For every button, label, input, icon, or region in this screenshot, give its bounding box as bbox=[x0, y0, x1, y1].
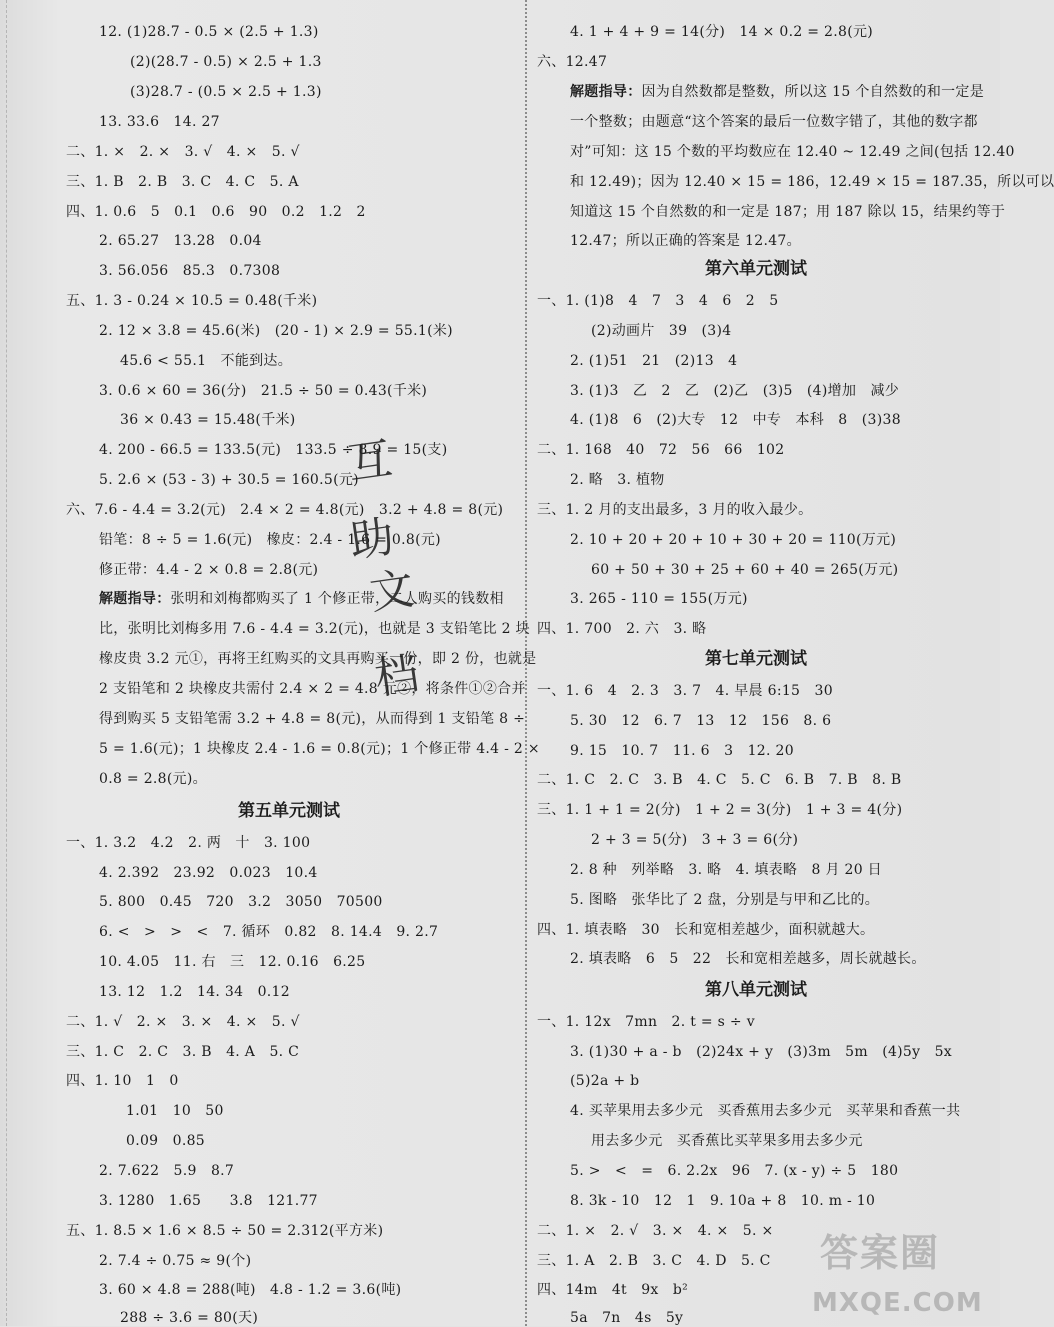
answer-line: 4. 200 - 66.5 = 133.5(元) 133.5 ÷ 8.9 = 15(支) bbox=[99, 442, 448, 458]
answer-line: 一、1. 12x 7mn 2. t = s ÷ v bbox=[537, 1014, 755, 1030]
answer-line: 3. 1280 1.65 3.8 121.77 bbox=[99, 1193, 318, 1209]
guide-line: 对”可知：这 15 个数的平均数应在 12.40 ~ 12.49 之间(包括 12.40 bbox=[570, 144, 1015, 160]
answer-line: 9. 15 10. 7 11. 6 3 12. 20 bbox=[570, 743, 794, 759]
answer-line: 三、1. C 2. C 3. B 4. A 5. C bbox=[66, 1044, 300, 1060]
answer-line: (2)动画片 39 (3)4 bbox=[591, 323, 732, 339]
answer-line: 2. 7.622 5.9 8.7 bbox=[99, 1163, 235, 1179]
answer-line: 60 + 50 + 30 + 25 + 60 + 40 = 265(万元) bbox=[591, 562, 899, 578]
answer-line: 四、1. 0.6 5 0.1 0.6 90 0.2 1.2 2 bbox=[66, 204, 366, 220]
handwritten-char: 档 bbox=[371, 648, 423, 705]
answer-line: 2. 12 × 3.8 = 45.6(米) (20 - 1) × 2.9 = 55.1(米) bbox=[99, 323, 453, 339]
guide-label: 解题指导： bbox=[99, 591, 171, 607]
guide-line: 知道这 15 个自然数的和一定是 187；用 187 除以 15，结果约等于 bbox=[570, 204, 1006, 220]
answer-line: 5. 2.6 × (53 - 3) + 30.5 = 160.5(元) bbox=[99, 472, 359, 488]
answer-line: 2 + 3 = 5(分) 3 + 3 = 6(分) bbox=[591, 832, 799, 848]
answer-line: 四、1. 10 1 0 bbox=[66, 1073, 179, 1089]
answer-line: 0.09 0.85 bbox=[126, 1133, 205, 1149]
answer-line: 三、1. B 2. B 3. C 4. C 5. A bbox=[66, 174, 299, 190]
answer-line: 1.01 10 50 bbox=[126, 1103, 224, 1119]
answer-line: 4. (1)8 6 (2)大专 12 中专 本科 8 (3)38 bbox=[570, 412, 901, 428]
answer-line: 13. 12 1.2 14. 34 0.12 bbox=[99, 984, 290, 1000]
answer-line: 3. 0.6 × 60 = 36(分) 21.5 ÷ 50 = 0.43(千米) bbox=[99, 383, 428, 399]
answer-line: 四、1. 700 2. 六 3. 略 bbox=[537, 621, 707, 637]
answer-line: 用去多少元 买香蕉比买苹果多用去多少元 bbox=[591, 1133, 863, 1149]
answer-line: 三、1. 1 + 1 = 2(分) 1 + 2 = 3(分) 1 + 3 = 4(分) bbox=[537, 802, 903, 818]
answer-line: 5. 图略 张华比了 2 盘，分别是与甲和乙比的。 bbox=[570, 892, 880, 908]
watermark-url: MXQE.COM bbox=[812, 1288, 983, 1318]
answer-line: 2. 65.27 13.28 0.04 bbox=[99, 233, 262, 249]
handwritten-char: 助 bbox=[346, 511, 398, 568]
answer-line: 六、7.6 - 4.4 = 3.2(元) 2.4 × 2 = 4.8(元) 3.2 + 4.8 = 8(元) bbox=[66, 502, 504, 518]
answer-line: 3. 56.056 85.3 0.7308 bbox=[99, 263, 281, 279]
guide-line: 0.8 = 2.8(元)。 bbox=[99, 771, 207, 787]
answer-line: 铅笔：8 ÷ 5 = 1.6(元) 橡皮：2.4 - 1.6 = 0.8(元) bbox=[99, 532, 441, 548]
answer-line: 4. 2.392 23.92 0.023 10.4 bbox=[99, 865, 318, 881]
answer-line: 四、14m 4t 9x b² bbox=[537, 1282, 689, 1298]
answer-line: 5. 30 12 6. 7 13 12 156 8. 6 bbox=[570, 713, 832, 729]
answer-line: 三、1. A 2. B 3. C 4. D 5. C bbox=[537, 1253, 771, 1269]
answer-line: 二、1. × 2. × 3. √ 4. × 5. √ bbox=[66, 144, 300, 160]
handwritten-char: 文 bbox=[366, 563, 418, 620]
answer-line: 五、1. 3 - 0.24 × 10.5 = 0.48(千米) bbox=[66, 293, 318, 309]
answer-line: 12. (1)28.7 - 0.5 × (2.5 + 1.3) bbox=[99, 24, 319, 40]
answer-line: 2. 填表略 6 5 22 长和宽相差越多，周长就越长。 bbox=[570, 951, 926, 967]
answer-line: 一、1. 3.2 4.2 2. 两 十 3. 100 bbox=[66, 835, 311, 851]
answer-line: 10. 4.05 11. 右 三 12. 0.16 6.25 bbox=[99, 954, 366, 970]
guide-line: 2 支铅笔和 2 块橡皮共需付 2.4 × 2 = 4.8 元②，将条件①②合并 bbox=[99, 681, 526, 697]
answer-line: 2. 10 + 20 + 20 + 10 + 30 + 20 = 110(万元) bbox=[570, 532, 897, 548]
guide-line: 解题指导：因为自然数都是整数，所以这 15 个自然数的和一定是 bbox=[570, 84, 985, 100]
answer-line: 5. 800 0.45 720 3.2 3050 70500 bbox=[99, 894, 383, 910]
guide-label: 解题指导： bbox=[570, 84, 642, 100]
answer-line: 5. > < = 6. 2.2x 96 7. (x - y) ÷ 5 180 bbox=[570, 1163, 899, 1179]
answer-line: 8. 3k - 10 12 1 9. 10a + 8 10. m - 10 bbox=[570, 1193, 876, 1209]
answer-line: 3. 60 × 4.8 = 288(吨) 4.8 - 1.2 = 3.6(吨) bbox=[99, 1282, 402, 1298]
answer-line: 4. 买苹果用去多少元 买香蕉用去多少元 买苹果和香蕉一共 bbox=[570, 1103, 961, 1119]
section-title: 第八单元测试 bbox=[705, 980, 807, 1000]
guide-line: 得到购买 5 支铅笔需 3.2 + 4.8 = 8(元)，从而得到 1 支铅笔 8 ÷ bbox=[99, 711, 526, 727]
answer-line: 2. 7.4 ÷ 0.75 ≈ 9(个) bbox=[99, 1253, 252, 1269]
answer-line: (3)28.7 - (0.5 × 2.5 + 1.3) bbox=[130, 84, 322, 100]
answer-line: 一、1. (1)8 4 7 3 4 6 2 5 bbox=[537, 293, 779, 309]
answer-line: 二、1. 168 40 72 56 66 102 bbox=[537, 442, 785, 458]
answer-line: 2. (1)51 21 (2)13 4 bbox=[570, 353, 738, 369]
section-title: 第七单元测试 bbox=[705, 649, 807, 669]
section-title: 第五单元测试 bbox=[238, 801, 340, 821]
handwritten-char: 互 bbox=[344, 433, 396, 490]
answer-line: 36 × 0.43 = 15.48(千米) bbox=[120, 412, 296, 428]
answer-line: 3. (1)30 + a - b (2)24x + y (3)3m 5m (4)5y 5x bbox=[570, 1044, 953, 1060]
answer-line: 45.6 < 55.1 不能到达。 bbox=[120, 353, 293, 369]
answer-line: 六、12.47 bbox=[537, 54, 608, 70]
answer-line: 6. < > > < 7. 循环 0.82 8. 14.4 9. 2.7 bbox=[99, 924, 439, 940]
answer-line: 2. 略 3. 植物 bbox=[570, 472, 665, 488]
guide-line: 一个整数；由题意“这个答案的最后一位数字错了，其他的数字都 bbox=[570, 114, 978, 130]
answer-line: 3. (1)3 乙 2 乙 (2)乙 (3)5 (4)增加 减少 bbox=[570, 383, 900, 399]
right-column bbox=[533, 0, 1054, 1326]
answer-line: 修正带：4.4 - 2 × 0.8 = 2.8(元) bbox=[99, 562, 319, 578]
guide-line: 比，张明比刘梅多用 7.6 - 4.4 = 3.2(元)，也就是 3 支铅笔比 2 块 bbox=[99, 621, 530, 637]
answer-line: 三、1. 2 月的支出最多，3 月的收入最少。 bbox=[537, 502, 813, 518]
answer-line: 2. 8 种 列举略 3. 略 4. 填表略 8 月 20 日 bbox=[570, 862, 882, 878]
guide-line: 5 = 1.6(元)；1 块橡皮 2.4 - 1.6 = 0.8(元)；1 个修正带 4.4 - 2 × bbox=[99, 741, 540, 757]
answer-line: (2)(28.7 - 0.5) × 2.5 + 1.3 bbox=[130, 54, 322, 70]
guide-line: 橡皮贵 3.2 元①，再将王红购买的文具再购买一份，即 2 份，也就是 bbox=[99, 651, 537, 667]
answer-line: 五、1. 8.5 × 1.6 × 8.5 ÷ 50 = 2.312(平方米) bbox=[66, 1223, 384, 1239]
answer-line: 4. 1 + 4 + 9 = 14(分) 14 × 0.2 = 2.8(元) bbox=[570, 24, 874, 40]
guide-line: 12.47；所以正确的答案是 12.47。 bbox=[570, 233, 801, 249]
answer-line: 二、1. C 2. C 3. B 4. C 5. C 6. B 7. B 8. B bbox=[537, 772, 902, 788]
answer-line: 288 ÷ 3.6 = 80(天) bbox=[120, 1310, 259, 1326]
watermark-logo: 答案圈 bbox=[820, 1231, 941, 1275]
answer-line: 一、1. 6 4 2. 3 3. 7 4. 早晨 6:15 30 bbox=[537, 683, 833, 699]
answer-line: 13. 33.6 14. 27 bbox=[99, 114, 220, 130]
answer-line: (5)2a + b bbox=[570, 1073, 640, 1089]
answer-line: 四、1. 填表略 30 长和宽相差越少，面积就越大。 bbox=[537, 922, 875, 938]
section-title: 第六单元测试 bbox=[705, 259, 807, 279]
guide-line: 和 12.49)；因为 12.40 × 15 = 186，12.49 × 15 = 187.35，所以可以 bbox=[570, 174, 1054, 190]
answer-line: 3. 265 - 110 = 155(万元) bbox=[570, 591, 748, 607]
answer-line: 5a 7n 4s 5y bbox=[570, 1310, 684, 1326]
guide-line: 解题指导：张明和刘梅都购买了 1 个修正带，二人购买的钱数相 bbox=[99, 591, 504, 607]
answer-line: 二、1. × 2. √ 3. × 4. × 5. × bbox=[537, 1223, 774, 1239]
answer-line: 二、1. √ 2. × 3. × 4. × 5. √ bbox=[66, 1014, 300, 1030]
